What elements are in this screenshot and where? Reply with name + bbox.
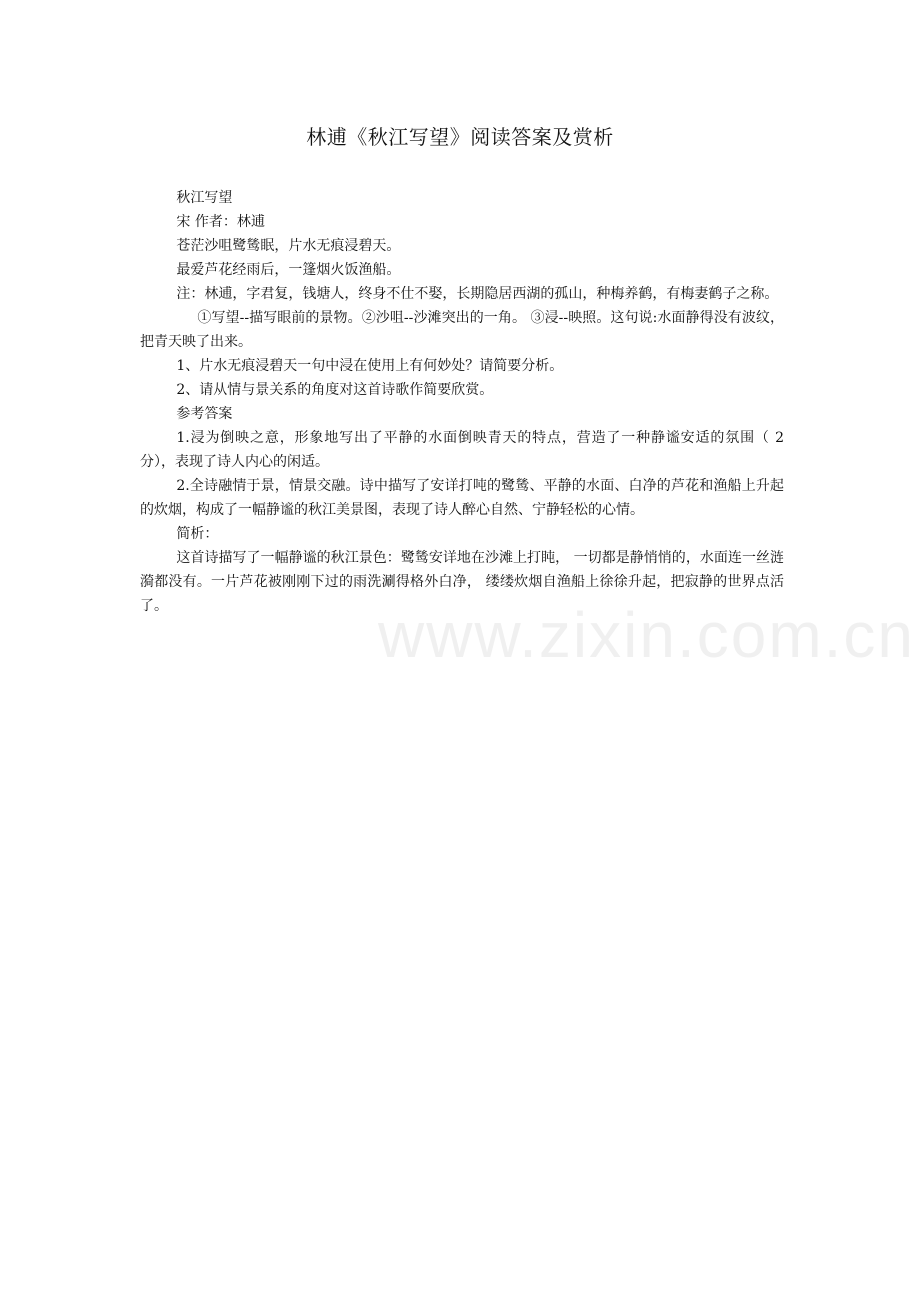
answer-heading: 参考答案 xyxy=(176,406,233,422)
analysis-heading: 简析： xyxy=(176,526,219,542)
analysis-text: 这首诗描写了一幅静谧的秋江景色：鹭鸶安详地在沙滩上打盹， 一切都是静悄悄的，水面连一丝涟漪都没有。一片芦花被刚刚下过的雨洗涮得格外白净， 缕缕炊烟自渔船上徐徐升起，把寂静的世界点活了。 xyxy=(140,550,784,614)
poem-line-1: 苍茫沙咀鹭鸶眠，片水无痕浸碧天。 xyxy=(176,238,401,254)
poem-title: 秋江写望 xyxy=(176,190,233,206)
watermark-logo: www.zixin.com.cn xyxy=(378,599,915,671)
poem-author: 宋 作者：林逋 xyxy=(176,214,265,230)
answer-1: 1.浸为倒映之意，形象地写出了平静的水面倒映青天的特点，营造了一种静谧安适的氛围（ 2 分），表现了诗人内心的闲适。 xyxy=(140,430,784,470)
question-1: 1、片水无痕浸碧天一句中浸在使用上有何妙处？请简要分析。 xyxy=(176,358,564,374)
poem-line-2: 最爱芦花经雨后，一篷烟火饭渔船。 xyxy=(176,262,401,278)
word-annotations: ①写望--描写眼前的景物。②沙咀--沙滩突出的一角。 ③浸--映照。这句说:水面静得没有波纹，把青天映了出来。 xyxy=(140,310,784,350)
answer-2: 2.全诗融情于景，情景交融。诗中描写了安详打吨的鹭鸶、平静的水面、白净的芦花和渔船上升起的炊烟，构成了一幅静谧的秋江美景图，表现了诗人醉心自然、宁静轻松的心情。 xyxy=(140,478,784,518)
question-2: 2、请从情与景关系的角度对这首诗歌作简要欣赏。 xyxy=(176,382,494,398)
document-body xyxy=(140,186,784,618)
author-note: 注：林逋，字君复，钱塘人，终身不仕不娶，长期隐居西湖的孤山，种梅养鹤，有梅妻鹤子之称。 xyxy=(176,286,779,302)
document-title: 林逋《秋江写望》阅读答案及赏析 xyxy=(306,125,614,149)
